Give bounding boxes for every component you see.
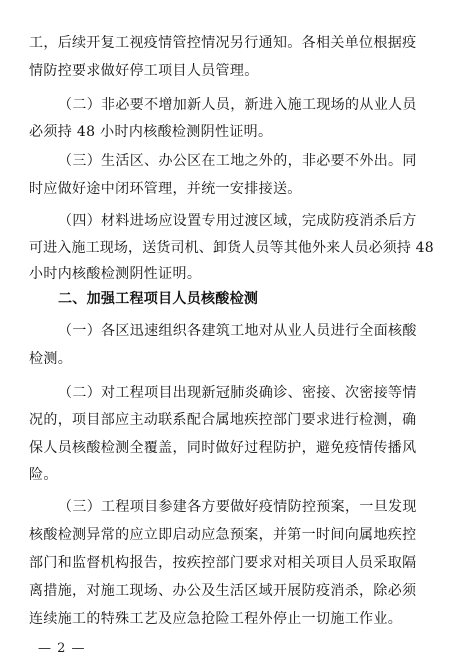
text-line-3: （二）非必要不增加新人员，新进入施工现场的从业人员 <box>58 97 417 113</box>
text-line-8: 可进入施工现场，送货司机、卸货人员等其他外来人员必须持 48 <box>29 240 434 256</box>
text-line-2: 情防控要求做好停工项目人员管理。 <box>29 63 259 79</box>
text-line-4: 必须持 48 小时内核酸检测阴性证明。 <box>29 124 273 140</box>
text-line-16: 险。 <box>29 467 58 483</box>
text-line-5: （三）生活区、办公区在工地之外的，非必要不外出。同 <box>58 153 417 169</box>
text-line-1: 工，后续开复工视疫情管控情况另行通知。各相关单位根据疫 <box>29 35 417 51</box>
text-line-9: 小时内核酸检测阴性证明。 <box>29 266 202 282</box>
text-line-19: 部门和监督机构报告，按疾控部门要求对相关项目人员采取隔 <box>29 555 417 571</box>
text-line-21: 连续施工的特殊工艺及应急抢险工程外停止一切施工作业。 <box>29 611 403 627</box>
text-line-7: （四）材料进场应设置专用过渡区域，完成防疫消杀后方 <box>58 213 417 229</box>
text-line-12: 检测。 <box>29 351 73 367</box>
text-line-6: 时应做好途中闭环管理，并统一安排接送。 <box>29 181 302 197</box>
text-line-13: （二）对工程项目出现新冠肺炎确诊、密接、次密接等情 <box>58 385 417 401</box>
text-line-17: （三）工程项目参建各方要做好疫情防控预案，一旦发现 <box>58 499 417 515</box>
text-line-15: 保人员核酸检测全覆盖，同时做好过程防护，避免疫情传播风 <box>29 440 417 456</box>
text-line-18: 核酸检测异常的应立即启动应急预案，并第一时间向属地疾控 <box>29 527 417 543</box>
text-line-20: 离措施，对施工现场、办公及生活区域开展防疫消杀，除必须 <box>29 583 417 599</box>
text-line-11: （一）各区迅速组织各建筑工地对从业人员进行全面核酸 <box>58 323 417 339</box>
text-line-14: 况的，项目部应主动联系配合属地疾控部门要求进行检测，确 <box>29 412 417 428</box>
page-number: — 2 — <box>38 641 86 656</box>
section-heading: 二、加强工程项目人员核酸检测 <box>58 291 259 307</box>
